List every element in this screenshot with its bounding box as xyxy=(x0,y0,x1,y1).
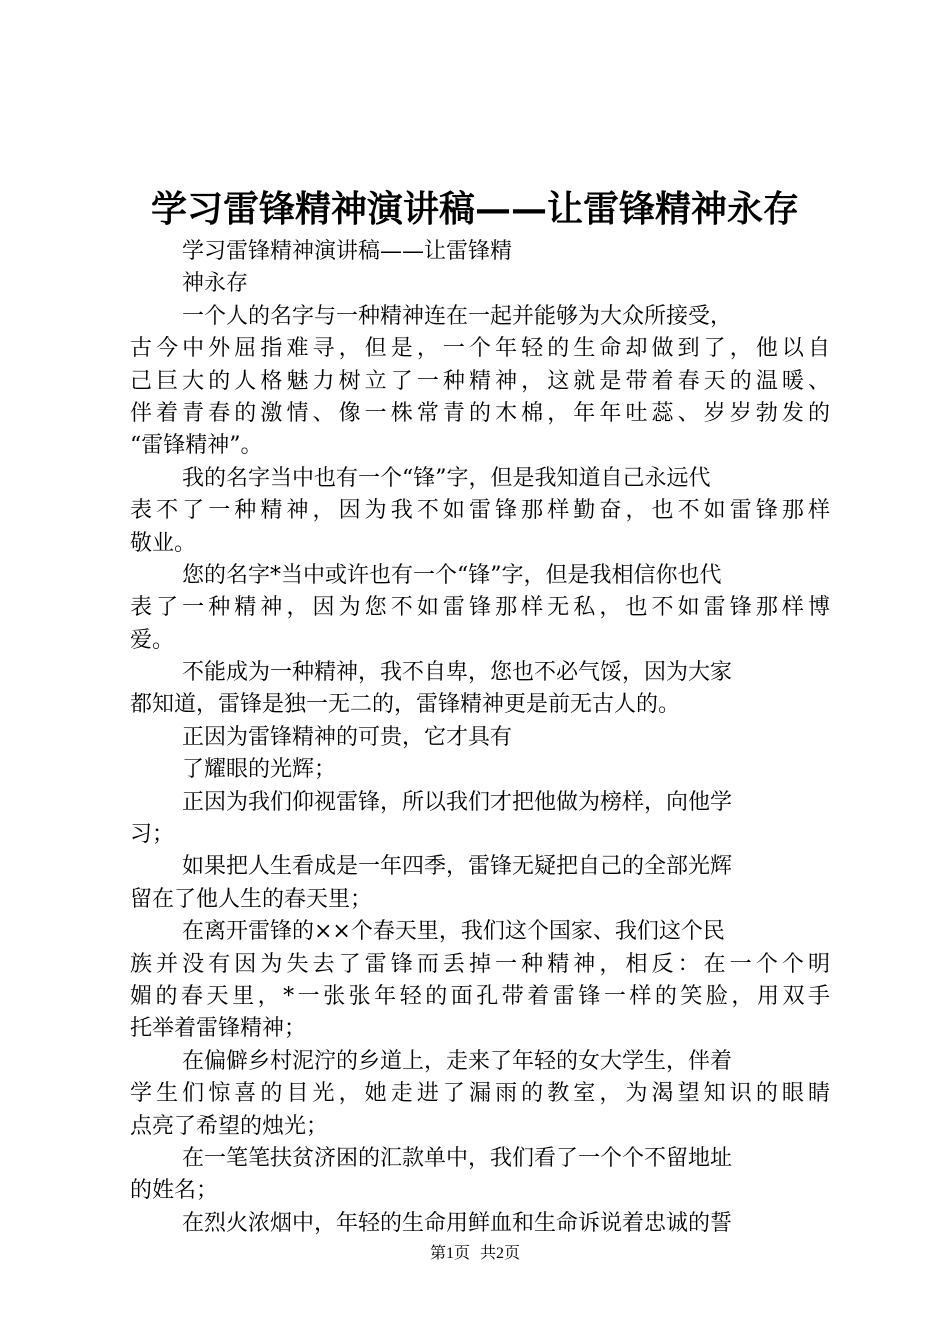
body-line: 学习雷锋精神演讲稿——让雷锋精 xyxy=(182,239,513,264)
page-footer xyxy=(0,1242,950,1266)
body-line: 伴着青春的激情、像一株常青的木棉，年年吐蕊、岁岁勃发的 xyxy=(130,400,830,426)
body-line: 在一笔笔扶贫济困的汇款单中，我们看了一个个不留地址 xyxy=(182,1145,733,1171)
body-line: 点亮了希望的烛光； xyxy=(130,1113,329,1139)
document-body xyxy=(130,236,830,1240)
body-line: 表了一种精神，因为您不如雷锋那样无私，也不如雷锋那样博 xyxy=(130,595,830,621)
body-line: 了耀眼的光辉； xyxy=(182,757,337,783)
body-line: 己巨大的人格魅力树立了一种精神，这就是带着春天的温暖、 xyxy=(130,368,830,394)
page-number: 第1页 xyxy=(429,1245,470,1262)
page-total: 共2页 xyxy=(480,1245,521,1262)
body-line: 学生们惊喜的目光，她走进了漏雨的教室，为渴望知识的眼睛 xyxy=(130,1081,830,1107)
body-line: 爱。 xyxy=(130,627,175,653)
body-line: 不能成为一种精神，我不自卑，您也不必气馁，因为大家 xyxy=(182,660,733,686)
body-line: 的姓名； xyxy=(130,1178,219,1204)
body-line: 在离开雷锋的××个春天里，我们这个国家、我们这个民 xyxy=(182,919,725,945)
body-line: 族并没有因为失去了雷锋而丢掉一种精神，相反：在一个个明 xyxy=(130,951,830,977)
body-line: 一个人的名字与一种精神连在一起并能够为大众所接受， xyxy=(182,303,733,329)
body-line: 都知道，雷锋是独一无二的，雷锋精神更是前无古人的。 xyxy=(130,692,681,718)
body-line: 表不了一种精神，因为我不如雷锋那样勤奋，也不如雷锋那样 xyxy=(130,498,830,524)
body-line: 古今中外屈指难寻，但是，一个年轻的生命却做到了，他以自 xyxy=(130,336,830,362)
body-line: 托举着雷锋精神； xyxy=(130,1016,307,1042)
body-line: 媚的春天里，*一张张年轻的面孔带着雷锋一样的笑脸，用双手 xyxy=(130,983,830,1009)
body-line: 留在了他人生的春天里； xyxy=(130,886,373,912)
body-line: “雷锋精神”。 xyxy=(130,433,263,459)
body-line: 神永存 xyxy=(182,271,249,297)
body-line: 您的名字*当中或许也有一个“锋”字，但是我相信你也代 xyxy=(182,562,722,588)
body-line: 在烈火浓烟中，年轻的生命用鲜血和生命诉说着忠诚的誓 xyxy=(182,1210,733,1236)
body-line: 正因为雷锋精神的可贵，它才具有 xyxy=(182,724,513,750)
body-line: 正因为我们仰视雷锋，所以我们才把他做为榜样，向他学 xyxy=(182,789,733,815)
body-line: 习； xyxy=(130,822,175,848)
body-line: 敬业。 xyxy=(130,530,197,556)
body-line: 在偏僻乡村泥泞的乡道上，走来了年轻的女大学生，伴着 xyxy=(182,1048,733,1074)
body-line: 我的名字当中也有一个“锋”字，但是我知道自己永远代 xyxy=(182,465,711,491)
body-line: 如果把人生看成是一年四季，雷锋无疑把自己的全部光辉 xyxy=(182,854,733,880)
document-title: 学习雷锋精神演讲稿——让雷锋精神永存 xyxy=(150,188,799,230)
